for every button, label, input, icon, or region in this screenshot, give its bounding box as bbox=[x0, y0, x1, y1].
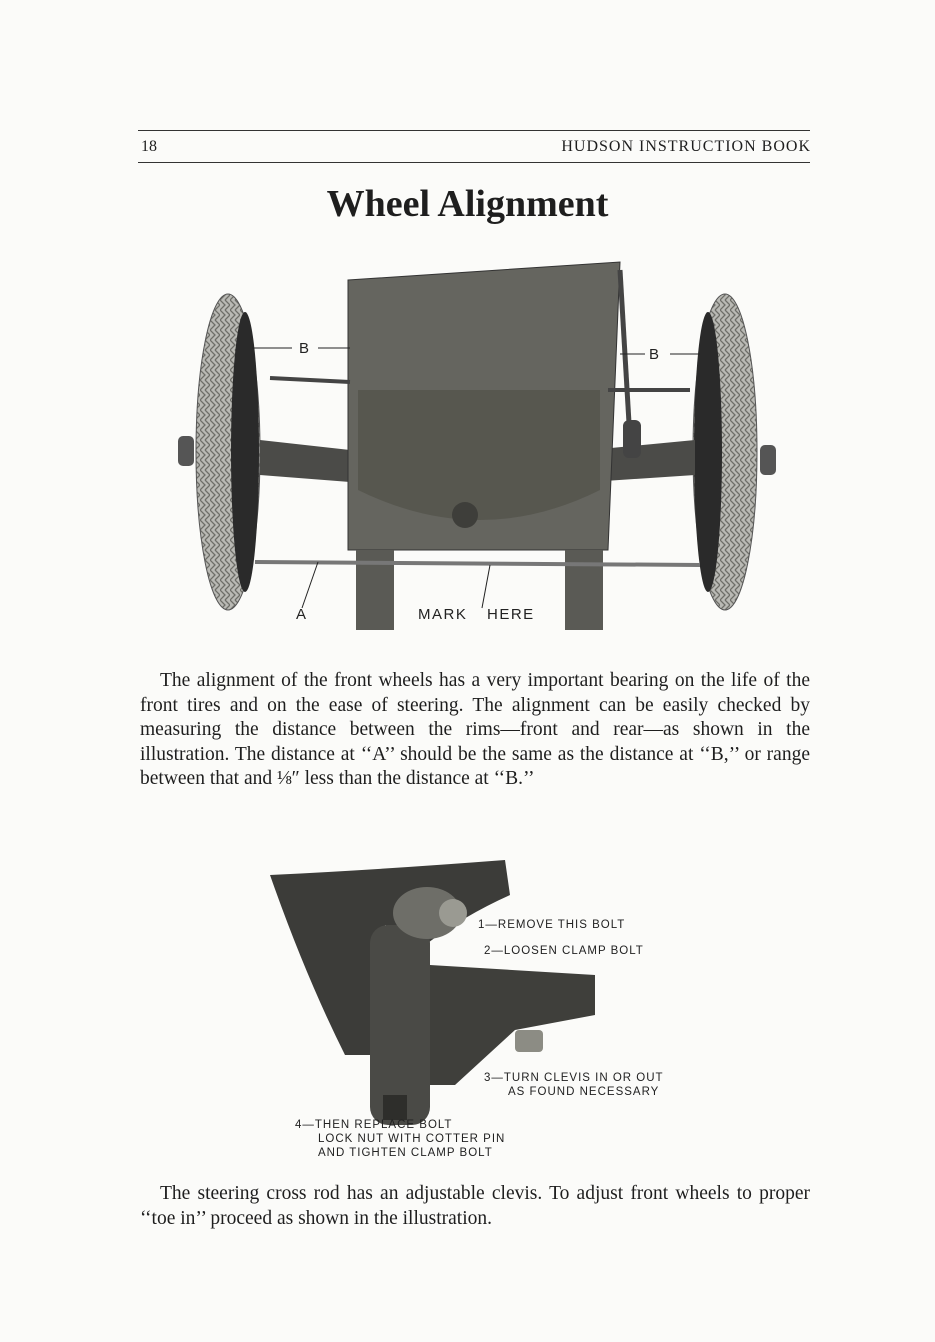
label-b-left: B bbox=[299, 340, 310, 357]
step-4-label bbox=[295, 1118, 505, 1160]
steering-paragraph: The steering cross rod has an adjustable clevis. To adjust front wheels to proper ‘‘toe in’’ proceed as shown in the illustration. bbox=[140, 1183, 810, 1229]
step-4-line-3: AND TIGHTEN CLAMP BOLT bbox=[318, 1147, 493, 1159]
header-top-rule bbox=[138, 130, 810, 131]
label-mark: MARK bbox=[418, 606, 468, 623]
label-here: HERE bbox=[487, 606, 535, 623]
page-number: 18 bbox=[141, 138, 157, 155]
wheel-alignment-illustration bbox=[160, 250, 790, 640]
step-4-line-2: LOCK NUT WITH COTTER PIN bbox=[318, 1133, 506, 1145]
step-1-label: 1—REMOVE THIS BOLT bbox=[478, 919, 626, 931]
step-3-label bbox=[484, 1071, 664, 1099]
step-3-line-1: 3—TURN CLEVIS IN OR OUT bbox=[484, 1072, 664, 1084]
step-4-line-1: 4—THEN REPLACE BOLT bbox=[295, 1119, 453, 1131]
running-head: HUDSON INSTRUCTION BOOK bbox=[561, 138, 811, 155]
header-bottom-rule bbox=[138, 162, 810, 163]
step-3-line-2: AS FOUND NECESSARY bbox=[508, 1086, 660, 1098]
page-title: Wheel Alignment bbox=[326, 183, 609, 225]
label-b-right: B bbox=[649, 346, 660, 363]
alignment-paragraph: The alignment of the front wheels has a very important bearing on the life of the front tires and on the ease of steering. The alignment can be easily checked by measuring the distance between the rims—front and rear—as shown in the illustration. The distance at ‘‘A’’ should be the same as the distance at ‘‘B,’’ or range between that and ⅛″ less than the distance at ‘‘B.’’ bbox=[140, 670, 810, 790]
step-2-label: 2—LOOSEN CLAMP BOLT bbox=[484, 945, 644, 957]
label-a: A bbox=[296, 606, 307, 623]
